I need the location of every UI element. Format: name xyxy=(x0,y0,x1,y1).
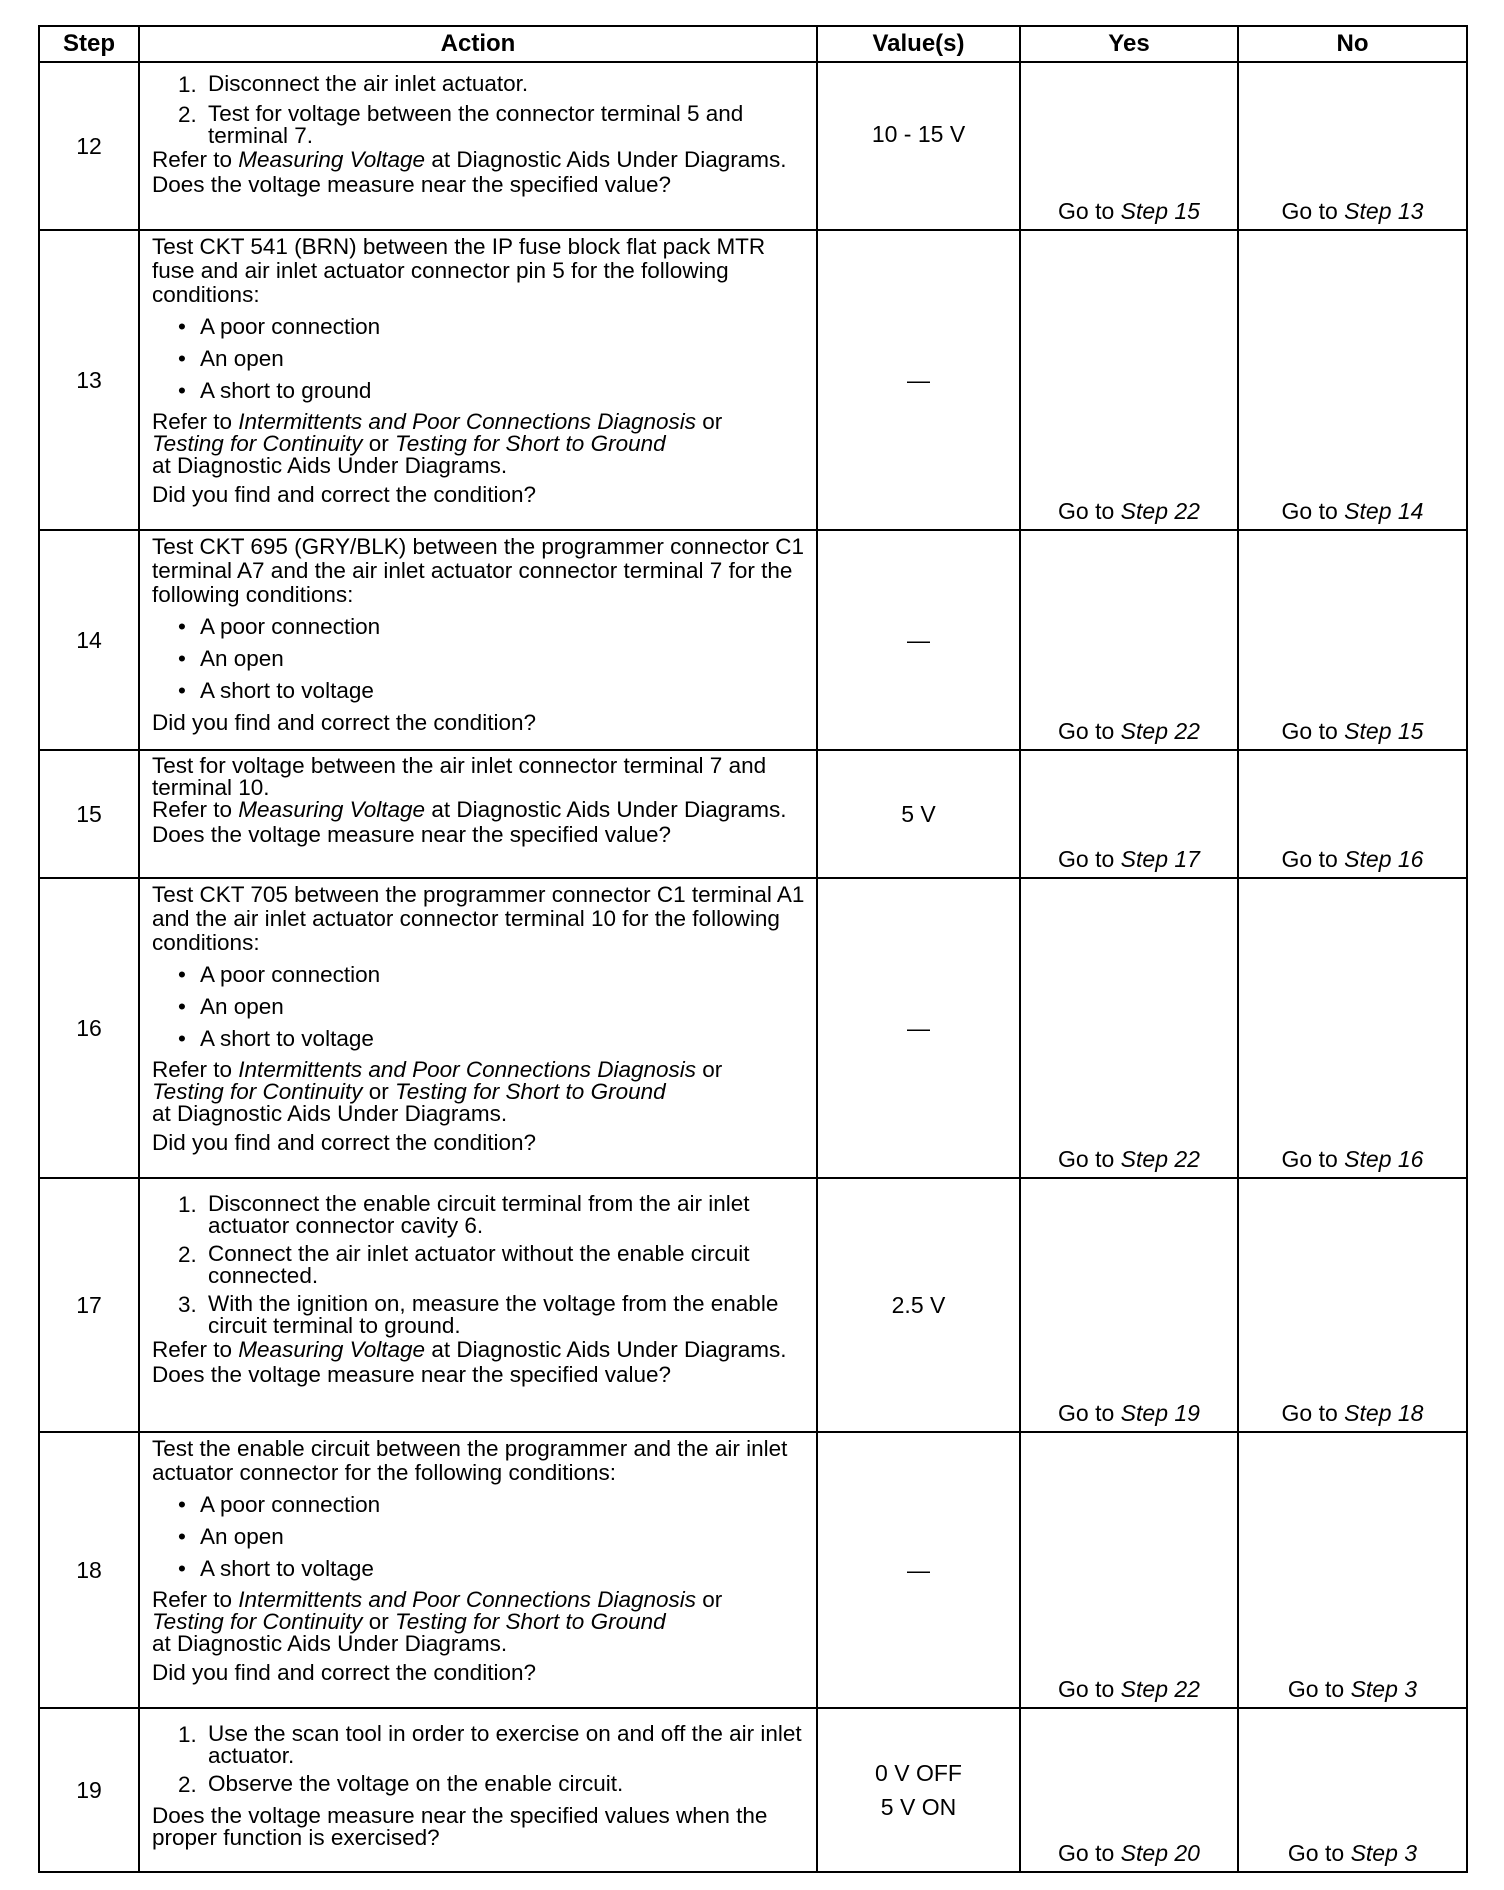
reference: Refer to Intermittents and Poor Connections Diagnosis or Testing for Continuity or Testing for Short to Ground at Diagnostic Aids Under Diagrams. xyxy=(152,1057,723,1126)
reference-link[interactable]: Testing for Continuity xyxy=(152,1079,363,1104)
value-cell xyxy=(817,1432,1020,1708)
reference-link[interactable]: Measuring Voltage xyxy=(238,1337,426,1362)
step-number: 12 xyxy=(39,62,139,230)
value-cell xyxy=(817,530,1020,750)
header-step: Step xyxy=(39,26,139,62)
value-cell xyxy=(817,878,1020,1178)
value-on: 5 V ON xyxy=(880,1794,957,1820)
question: Did you find and correct the condition? xyxy=(152,1130,536,1155)
item-number: 1. xyxy=(178,72,197,97)
step-number: 18 xyxy=(39,1432,139,1708)
reference: Refer to Intermittents and Poor Connections Diagnosis or Testing for Continuity or Testing for Short to Ground at Diagnostic Aids Under Diagrams. xyxy=(152,409,723,478)
reference: Refer to Measuring Voltage at Diagnostic Aids Under Diagrams. xyxy=(152,1337,787,1362)
value: — xyxy=(907,367,930,393)
yes-step-link[interactable]: Step 22 xyxy=(1120,718,1200,744)
item-number: 3. xyxy=(178,1292,197,1317)
item-number: 1. xyxy=(178,1192,197,1217)
table-row xyxy=(39,62,1467,230)
condition: A short to ground xyxy=(200,378,372,403)
table-row xyxy=(39,1432,1467,1708)
reference-link[interactable]: Testing for Short to Ground xyxy=(395,1609,666,1634)
yes-cell[interactable]: Go to Step 20 xyxy=(1020,1708,1238,1872)
step-number: 15 xyxy=(39,750,139,878)
no-step-link[interactable]: Step 15 xyxy=(1344,718,1424,744)
no-cell[interactable]: Go to Step 16 xyxy=(1238,750,1467,878)
value-cell xyxy=(817,1708,1020,1872)
condition: A short to voltage xyxy=(200,1026,374,1051)
no-cell[interactable]: Go to Step 13 xyxy=(1238,62,1467,230)
value: 10 - 15 V xyxy=(871,121,966,147)
no-step-link[interactable]: Step 3 xyxy=(1350,1840,1418,1866)
question: Did you find and correct the condition? xyxy=(152,1660,536,1685)
reference-link[interactable]: Testing for Continuity xyxy=(152,1609,363,1634)
header-action: Action xyxy=(139,26,817,62)
action-cell: Test CKT 541 (BRN) between the IP fuse block flat pack MTR fuse and air inlet actuator connector pin 5 for the following conditions: • A poor connection • An open • A short to ground Refer to Intermittents and Poor Connections Diagnosis or Testing for Continuity or Testing for Short to Ground at Diagnostic Aids Under Diagrams. Did you find and correct the condition? xyxy=(139,230,817,530)
condition: An open xyxy=(200,994,284,1019)
table-row xyxy=(39,1708,1467,1872)
action-cell: Test the enable circuit between the programmer and the air inlet actuator connector for the following conditions: • A poor connection • An open • A short to voltage Refer to Intermittents and Poor Connections Diagnosis or Testing for Continuity or Testing for Short to Ground at Diagnostic Aids Under Diagrams. Did you find and correct the condition? xyxy=(139,1432,817,1708)
step-number: 19 xyxy=(39,1708,139,1872)
table-row xyxy=(39,530,1467,750)
header-yes: Yes xyxy=(1020,26,1238,62)
item-text: Test for voltage between the connector terminal 5 and terminal 7. xyxy=(208,101,744,148)
no-cell[interactable]: Go to Step 14 xyxy=(1238,230,1467,530)
no-cell[interactable]: Go to Step 15 xyxy=(1238,530,1467,750)
yes-cell[interactable]: Go to Step 22 xyxy=(1020,878,1238,1178)
action-cell xyxy=(139,1178,817,1432)
no-step-link[interactable]: Step 18 xyxy=(1344,1400,1424,1426)
reference: Refer to Measuring Voltage at Diagnostic Aids Under Diagrams. xyxy=(152,797,787,822)
item-number: 2. xyxy=(178,1242,197,1267)
question: Does the voltage measure near the specified value? xyxy=(152,172,672,197)
yes-step-link[interactable]: Step 20 xyxy=(1120,1840,1200,1866)
header-values: Value(s) xyxy=(817,26,1020,62)
item-text: Use the scan tool in order to exercise on and off the air inlet actuator. xyxy=(208,1721,802,1768)
condition: An open xyxy=(200,1524,284,1549)
intro-text: Test for voltage between the air inlet connector terminal 7 and terminal 10. xyxy=(152,753,767,800)
no-step-link[interactable]: Step 13 xyxy=(1344,198,1424,224)
yes-cell[interactable]: Go to Step 19 xyxy=(1020,1178,1238,1432)
no-cell[interactable]: Go to Step 18 xyxy=(1238,1178,1467,1432)
yes-step-link[interactable]: Step 15 xyxy=(1120,198,1200,224)
value-cell xyxy=(817,62,1020,230)
reference-link[interactable]: Intermittents and Poor Connections Diagnosis xyxy=(238,409,697,434)
intro-text: Test the enable circuit between the programmer and the air inlet actuator connector for the following conditions: xyxy=(152,1436,788,1485)
action-cell: Test CKT 705 between the programmer connector C1 terminal A1 and the air inlet actuator connector terminal 10 for the following conditions: • A poor connection • An open • A short to voltage Refer to Intermittents and Poor Connections Diagnosis or Testing for Continuity or Testing for Short to Ground at Diagnostic Aids Under Diagrams. Did you find and correct the condition? xyxy=(139,878,817,1178)
question: Does the voltage measure near the specified value? xyxy=(152,1362,672,1387)
yes-step-link[interactable]: Step 22 xyxy=(1120,498,1200,524)
table-row xyxy=(39,230,1467,530)
action-cell: Test CKT 695 (GRY/BLK) between the programmer connector C1 terminal A7 and the air inlet actuator connector terminal 7 for the following conditions: • A poor connection • An open • A short to voltage Did you find and correct the condition? xyxy=(139,530,817,750)
yes-cell[interactable]: Go to Step 17 xyxy=(1020,750,1238,878)
no-cell[interactable]: Go to Step 16 xyxy=(1238,878,1467,1178)
item-number: 1. xyxy=(178,1722,197,1747)
question: Does the voltage measure near the specified values when the proper function is exercised? xyxy=(152,1803,768,1850)
yes-step-link[interactable]: Step 22 xyxy=(1120,1146,1200,1172)
condition: A poor connection xyxy=(200,314,381,339)
reference: Refer to Intermittents and Poor Connections Diagnosis or Testing for Continuity or Testing for Short to Ground at Diagnostic Aids Under Diagrams. xyxy=(152,1587,723,1656)
reference: Refer to Measuring Voltage at Diagnostic Aids Under Diagrams. xyxy=(152,147,787,172)
item-text: Observe the voltage on the enable circuit. xyxy=(208,1771,624,1796)
condition: An open xyxy=(200,346,284,371)
item-text: Disconnect the enable circuit terminal from the air inlet actuator connector cavity 6. xyxy=(208,1191,750,1238)
question: Did you find and correct the condition? xyxy=(152,482,536,507)
value: — xyxy=(907,1015,930,1041)
table-row xyxy=(39,1178,1467,1432)
intro-text: Test CKT 541 (BRN) between the IP fuse block flat pack MTR fuse and air inlet actuator connector pin 5 for the following conditions: xyxy=(152,234,766,307)
condition: An open xyxy=(200,646,284,671)
reference-link[interactable]: Intermittents and Poor Connections Diagnosis xyxy=(238,1587,697,1612)
no-step-link[interactable]: Step 3 xyxy=(1350,1676,1418,1702)
reference-link[interactable]: Measuring Voltage xyxy=(238,797,426,822)
item-text: Connect the air inlet actuator without the enable circuit connected. xyxy=(208,1241,750,1288)
value: — xyxy=(907,1557,930,1583)
value-cell xyxy=(817,750,1020,878)
step-number: 17 xyxy=(39,1178,139,1432)
yes-step-link[interactable]: Step 19 xyxy=(1120,1400,1200,1426)
intro-text: Test CKT 705 between the programmer connector C1 terminal A1 and the air inlet actuator connector terminal 10 for the following conditions: xyxy=(152,882,805,955)
condition: A short to voltage xyxy=(200,1556,374,1581)
yes-cell[interactable]: Go to Step 15 xyxy=(1020,62,1238,230)
item-number: 2. xyxy=(178,102,197,127)
no-step-link[interactable]: Step 16 xyxy=(1344,1146,1424,1172)
yes-cell[interactable]: Go to Step 22 xyxy=(1020,230,1238,530)
value-off: 0 V OFF xyxy=(875,1760,962,1786)
yes-step-link[interactable]: Step 17 xyxy=(1120,846,1200,872)
no-step-link[interactable]: Step 14 xyxy=(1344,498,1424,524)
no-step-link[interactable]: Step 16 xyxy=(1344,846,1424,872)
diagnostic-table xyxy=(38,25,1468,1873)
header-row xyxy=(39,26,1467,62)
header-no: No xyxy=(1238,26,1467,62)
step-number: 16 xyxy=(39,878,139,1178)
value-cell xyxy=(817,1178,1020,1432)
table-row xyxy=(39,878,1467,1178)
question: Did you find and correct the condition? xyxy=(152,710,536,735)
table-row xyxy=(39,750,1467,878)
no-cell[interactable]: Go to Step 3 xyxy=(1238,1708,1467,1872)
reference-link[interactable]: Measuring Voltage xyxy=(238,147,426,172)
condition: A short to voltage xyxy=(200,678,374,703)
action-cell xyxy=(139,750,817,878)
condition: A poor connection xyxy=(200,962,381,987)
step-number: 13 xyxy=(39,230,139,530)
value: 2.5 V xyxy=(891,1292,946,1318)
reference-link[interactable]: Intermittents and Poor Connections Diagnosis xyxy=(238,1057,697,1082)
reference-link[interactable]: Testing for Short to Ground xyxy=(395,1079,666,1104)
condition: A poor connection xyxy=(200,1492,381,1517)
item-text: With the ignition on, measure the voltage from the enable circuit terminal to ground. xyxy=(208,1291,779,1338)
yes-cell[interactable]: Go to Step 22 xyxy=(1020,530,1238,750)
intro-text: Test CKT 695 (GRY/BLK) between the programmer connector C1 terminal A7 and the air inlet actuator connector terminal 7 for the following conditions: xyxy=(152,534,804,607)
reference-link[interactable]: Testing for Continuity xyxy=(152,431,363,456)
item-text: Disconnect the air inlet actuator. xyxy=(208,71,529,96)
condition: A poor connection xyxy=(200,614,381,639)
question: Does the voltage measure near the specified value? xyxy=(152,822,672,847)
value: 5 V xyxy=(901,801,936,827)
reference-link[interactable]: Testing for Short to Ground xyxy=(395,431,666,456)
value: — xyxy=(907,627,930,653)
action-cell xyxy=(139,62,817,230)
step-number: 14 xyxy=(39,530,139,750)
action-cell xyxy=(139,1708,817,1872)
no-cell[interactable]: Go to Step 3 xyxy=(1238,1432,1467,1708)
value-cell xyxy=(817,230,1020,530)
item-number: 2. xyxy=(178,1772,197,1797)
yes-cell[interactable]: Go to Step 22 xyxy=(1020,1432,1238,1708)
yes-step-link[interactable]: Step 22 xyxy=(1120,1676,1200,1702)
